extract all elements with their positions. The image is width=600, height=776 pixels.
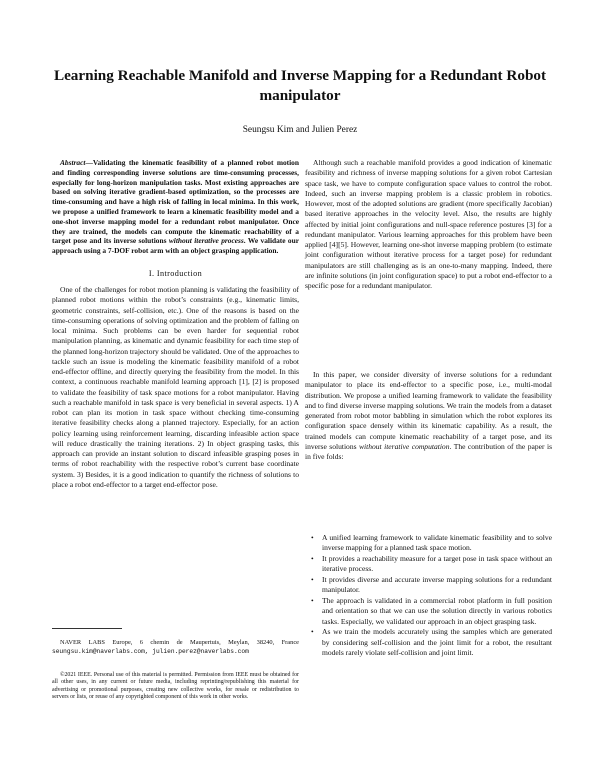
author-emails: seungsu.kim@naverlabs.com, julien.perez@naverlabs.com <box>52 647 249 655</box>
intro-paragraph: One of the challenges for robot motion planning is validating the feasibility of planned robot motions within the robot’s constraints (e.g., kinematic limits, geometric constraints, self-collision, etc.). One of the reasons is based on the time-consuming operations of solving optimization and the problem of falling on local minima. Such problems can be even harder for sequential robot manipulation planning, as kinematic and dynamic feasibility for each time step of the planned long-horizon trajectory should be validated. One of the approaches to tackle such an issue is modeling the kinematic feasibility manifold of a robot end-effector offline, and directly querying the feasibility from the model. In this context, a continuous reachable manifold learning approach [1], [2] is proposed to validate the feasibility of task space motions for a robot manipulator. Having such a reachable manifold in task space is very beneficial in several aspects. 1) A robot can plan its motion in task space without checking time-consuming iterative feasibility checks along a planned trajectory. Especially, for an action policy learning using reinforcement learning, discarding infeasible action space will reduce drastically the training iterations. 2) In object grasping tasks, this approach can provide an instant solution to discard infeasible grasping poses in terms of robot reachability with the respective robot’s current base coordinate system. 3) Besides, it is a good indication to quantify the richness of solutions to place a robot end-effector to a target end-effector pose. <box>52 285 299 489</box>
paper-authors: Seungsu Kim and Julien Perez <box>242 125 358 135</box>
bullet-icon: • <box>311 627 314 637</box>
list-item <box>305 575 552 596</box>
list-item <box>305 596 552 627</box>
list-item <box>305 554 552 575</box>
bullet-icon: • <box>311 554 314 563</box>
section-heading-introduction: I. Introduction <box>148 269 203 278</box>
right-paragraph-1: Although such a reachable manifold provides a good indication of kinematic feasibility and richness of inverse mapping solutions for a given robot Cartesian space task, we have to compute configuration space values to control the robot. Indeed, such an inverse mapping problem is a classic problem in robotics. However, most of the adopted solutions are gradient (more specifically Jacobian) based iterative approaches in the velocity level. Also, the results are highly affected by initial joint configurations and null-space reference postures [3] for a redundant manipulator. Various learning approaches for this problem have been applied [4][5]. However, learning one-shot inverse mapping problem (to estimate joint configuration without iterative process for a target pose) for redundant manipulators are still challenging as is an one-to-many mapping. Indeed, there are infinite solutions (in joint configuration space) to put a robot end-effector to a specific pose for a redundant manipulator. <box>305 158 552 290</box>
list-item <box>305 627 552 658</box>
list-item <box>305 533 552 554</box>
contribution-text: The approach is validated in a commercial robot platform in full position and orientation so that we can use the solution directly in various robotics tasks. Especially, we validated our approach in an object grasping task. <box>322 596 552 626</box>
bullet-icon: • <box>311 596 314 605</box>
abstract-text-b: . We validate our approach using a 7-DOF robot arm with an object grasping application. <box>52 236 299 256</box>
right-paragraph-2-emphasis: without iterative computation <box>359 441 450 451</box>
contribution-text: As we train the models accurately using the samples which are generated by considering self-collision and the joint limit for a robot, the resultant models rarely violate self-collision and joint limit. <box>322 627 552 657</box>
bullet-icon: • <box>311 533 314 542</box>
contributions-list <box>305 533 552 659</box>
contribution-text: It provides a reachability measure for a target pose in task space without an iterative process. <box>322 554 552 574</box>
abstract-emphasis: without iterative process <box>168 236 244 246</box>
paper-title: Learning Reachable Manifold and Inverse Mapping for a Redundant Robot manipulator <box>53 67 547 104</box>
abstract-text-a: Validating the kinematic feasibility of a planned robot motion and finding corresponding inverse solutions are time-consuming processes, especially for long-horizon manipulation tasks. Most existing approaches are based on solving iterative gradient-based optimization, so the processes are time-consuming and have a high risk of falling in local minima. In this work, we propose a unified framework to learn a kinematic feasibility model and a one-shot inverse mapping model for a redundant robot manipulator. Once they are trained, the models can compute the kinematic reachability of a target pose and its inverse solutions <box>52 158 299 246</box>
copyright-notice: ©2021 IEEE. Personal use of this material is permitted. Permission from IEEE must be obtained for all other uses, in any current or future media, including reprinting/republishing this material for advertising or promotional purposes, creating new collective works, for resale or redistribution to servers or lists, or reuse of any copyrighted component of this work in other works. <box>52 671 299 701</box>
contribution-text: It provides diverse and accurate inverse mapping solutions for a redundant manipulator. <box>322 575 552 595</box>
contribution-text: A unified learning framework to validate kinematic feasibility and to solve inverse mapping for a planned task space motion. <box>322 533 552 553</box>
abstract-dash: — <box>85 158 93 167</box>
right-paragraph-2 <box>305 370 552 462</box>
bullet-icon: • <box>311 575 314 584</box>
abstract <box>52 158 299 256</box>
footnote-rule <box>52 628 122 629</box>
right-paragraph-2-text-a: In this paper, we consider diversity of inverse solutions for a redundant manipulator to place its end-effector to a specific pose, i.e., multi-modal distribution. We propose a unified learning framework to validate the feasibility and to find diverse inverse mapping solutions. We train the models from a dataset generated from robot motor babbling in simulation which the robot explores its configuration space densely within its kinematic capability. As a result, the trained models can compute kinematic reachability of a target pose, and its inverse solutions <box>305 370 552 451</box>
abstract-lead: Abstract <box>60 158 86 167</box>
right-paragraph-2-text-b: . The contribution of the paper is in five folds: <box>305 441 553 461</box>
affiliation-text: NAVER LABS Europe, 6 chemin de Maupertuis, Meylan, 38240, France <box>60 639 299 647</box>
affiliation-footnote <box>52 639 299 655</box>
